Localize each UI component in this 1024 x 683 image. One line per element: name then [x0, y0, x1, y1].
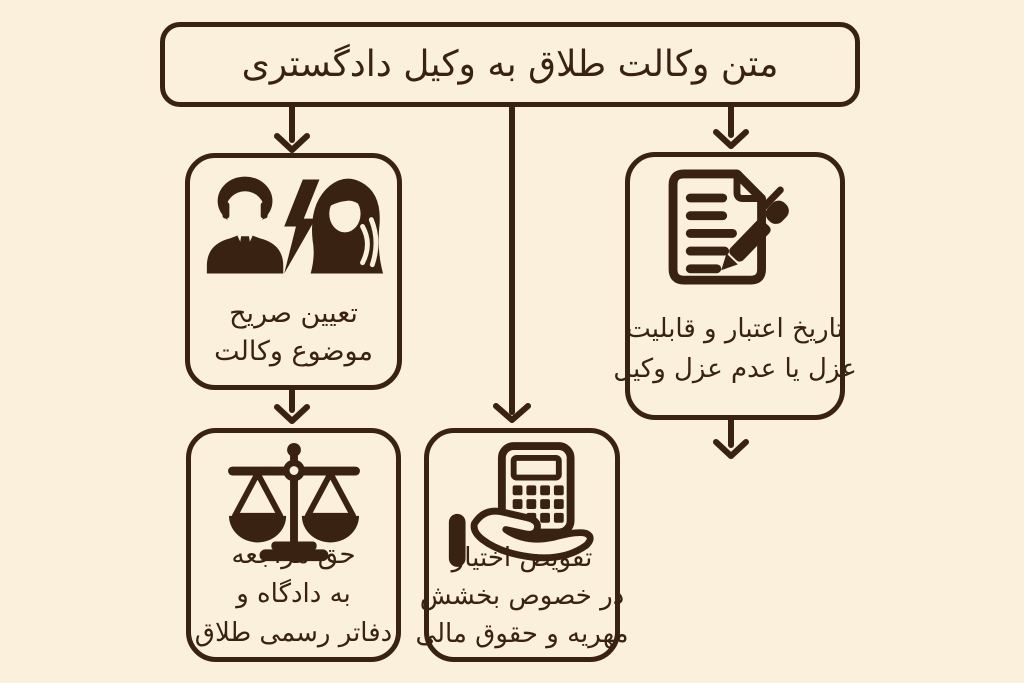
- connector-validity-down-arrow: [716, 420, 746, 456]
- node-court-line-2: به دادگاه و: [236, 579, 351, 609]
- title-box: [160, 22, 860, 107]
- node-subject-label: [214, 295, 373, 371]
- node-court-line-3: دفاتر رسمی طلاق: [194, 618, 393, 648]
- node-dowry-label: [415, 539, 628, 653]
- node-validity-label: [613, 309, 856, 389]
- couple-divorce-icon: [201, 168, 387, 284]
- node-court-label: [195, 536, 392, 653]
- node-subject-box: [185, 153, 402, 390]
- connector-title-to-validity-arrow: [716, 105, 746, 146]
- node-dowry-line-3: مهریه و حقوق مالی: [415, 619, 629, 649]
- connector-title-to-dowry-arrow: [496, 105, 528, 420]
- node-validity-box: [613, 152, 857, 420]
- node-subject-line-1: تعیین صریح: [229, 298, 358, 329]
- node-dowry-line-1: تفویض اختیار: [451, 543, 593, 573]
- connector-title-to-subject-arrow: [277, 105, 307, 150]
- node-court-line-1: حق مراجعه: [231, 540, 356, 570]
- node-dowry-box: [415, 428, 629, 662]
- connector-subject-to-court-arrow: [277, 390, 307, 421]
- node-validity-line-2: عزل یا عدم عزل وکیل: [613, 354, 857, 384]
- node-subject-line-2: موضوع وکالت: [214, 336, 373, 367]
- node-court-box: [186, 428, 401, 662]
- diagram-title: متن وکالت طلاق به وکیل دادگستری: [241, 43, 779, 85]
- document-pen-icon: [666, 169, 804, 287]
- node-validity-line-1: تاریخ اعتبار و قابلیت: [626, 314, 844, 344]
- node-dowry-line-2: در خصوص بخشش: [419, 581, 625, 611]
